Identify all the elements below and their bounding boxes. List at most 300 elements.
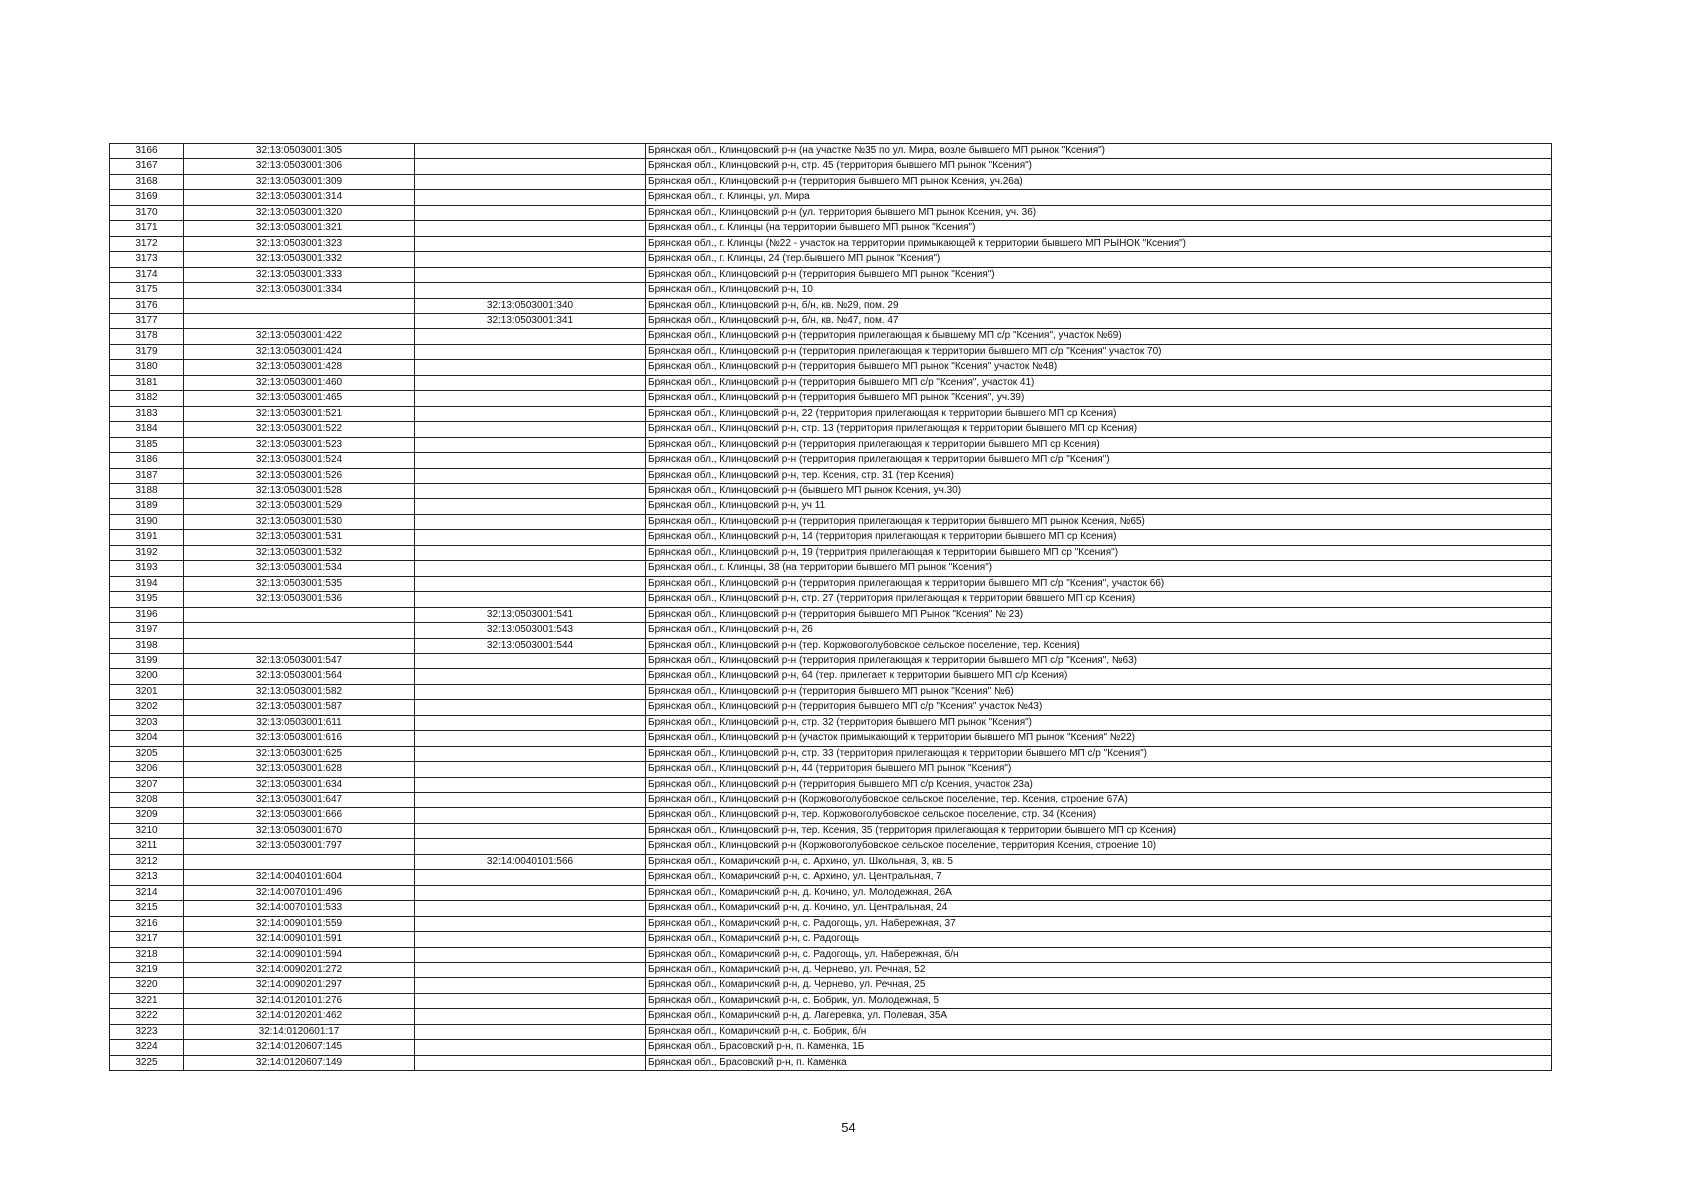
table-row (110, 839, 1552, 854)
cadastral-number-cell: 32:13:0503001:305 (184, 144, 415, 159)
row-number-cell: 3167 (110, 159, 184, 174)
address-cell: Брянская обл., Комаричский р-н, с. Архино, ул. Центральная, 7 (646, 870, 1552, 885)
address-cell: Брянская обл., Комаричский р-н, с. Бобрик, б/н (646, 1024, 1552, 1039)
cadastral-number-alt-cell (415, 514, 646, 529)
address-cell: Брянская обл., Клинцовский р-н, стр. 45 (территория бывшего МП рынок "Ксения") (646, 159, 1552, 174)
address-cell: Брянская обл., Клинцовский р-н, б/н, кв. №29, пом. 29 (646, 298, 1552, 313)
table-row (110, 700, 1552, 715)
cadastral-number-cell: 32:13:0503001:332 (184, 252, 415, 267)
row-number-cell: 3224 (110, 1040, 184, 1055)
cadastral-number-cell: 32:14:0090101:591 (184, 932, 415, 947)
table-row (110, 483, 1552, 498)
cadastral-number-cell: 32:13:0503001:628 (184, 762, 415, 777)
address-cell: Брянская обл., Клинцовский р-н, б/н, кв. №47, пом. 47 (646, 313, 1552, 328)
cadastral-number-cell: 32:14:0120607:149 (184, 1055, 415, 1070)
table-row (110, 901, 1552, 916)
address-cell: Брянская обл., Клинцовский р-н (территория бывшего МП Рынок "Ксения" № 23) (646, 607, 1552, 622)
row-number-cell: 3177 (110, 313, 184, 328)
address-cell: Брянская обл., Клинцовский р-н, стр. 32 (территория бывшего МП рынок "Ксения") (646, 715, 1552, 730)
row-number-cell: 3210 (110, 823, 184, 838)
cadastral-number-alt-cell (415, 684, 646, 699)
address-cell: Брянская обл., Клинцовский р-н (территория прилегающая к территории бывшего МП с/р "Ксения" участок 70) (646, 344, 1552, 359)
row-number-cell: 3185 (110, 437, 184, 452)
row-number-cell: 3184 (110, 422, 184, 437)
row-number-cell: 3218 (110, 947, 184, 962)
table-row (110, 823, 1552, 838)
cadastral-number-cell: 32:14:0090101:594 (184, 947, 415, 962)
table-row (110, 916, 1552, 931)
cadastral-number-alt-cell (415, 283, 646, 298)
address-cell: Брянская обл., Клинцовский р-н (территория бывшего МП с/р Ксения, участок 23а) (646, 777, 1552, 792)
address-cell: Брянская обл., Комаричский р-н, с. Радогощь (646, 932, 1552, 947)
table-row (110, 854, 1552, 869)
cadastral-number-alt-cell (415, 700, 646, 715)
address-cell: Брянская обл., Клинцовский р-н, стр. 33 (территория прилегающая к территории бывшего МП с/р "Ксения") (646, 746, 1552, 761)
cadastral-number-alt-cell (415, 1009, 646, 1024)
cadastral-number-alt-cell (415, 870, 646, 885)
address-cell: Брянская обл., Клинцовский р-н (участок примыкающий к территории бывшего МП рынок "Ксения" №22) (646, 731, 1552, 746)
table-row (110, 1040, 1552, 1055)
cadastral-number-cell: 32:13:0503001:564 (184, 669, 415, 684)
row-number-cell: 3221 (110, 993, 184, 1008)
table-row (110, 684, 1552, 699)
table-row (110, 360, 1552, 375)
cadastral-number-alt-cell (415, 885, 646, 900)
page-number: 54 (841, 1120, 856, 1135)
table-row (110, 623, 1552, 638)
cadastral-number-alt-cell (415, 808, 646, 823)
cadastral-number-cell: 32:13:0503001:611 (184, 715, 415, 730)
address-cell: Брянская обл., Клинцовский р-н (территория бывшего МП с/р "Ксения" участок №43) (646, 700, 1552, 715)
cadastral-number-cell: 32:13:0503001:424 (184, 344, 415, 359)
row-number-cell: 3182 (110, 391, 184, 406)
address-cell: Брянская обл., Брасовский р-н, п. Каменка, 1Б (646, 1040, 1552, 1055)
table-row (110, 329, 1552, 344)
cadastral-number-alt-cell (415, 653, 646, 668)
cadastral-number-alt-cell (415, 483, 646, 498)
cadastral-number-alt-cell (415, 144, 646, 159)
cadastral-number-cell: 32:13:0503001:306 (184, 159, 415, 174)
registry-table-body (110, 144, 1552, 1071)
row-number-cell: 3200 (110, 669, 184, 684)
cadastral-number-alt-cell (415, 793, 646, 808)
table-row (110, 932, 1552, 947)
cadastral-number-alt-cell (415, 530, 646, 545)
address-cell: Брянская обл., Клинцовский р-н (Коржовоголубовское сельское поселение, территория Ксения, строение 10) (646, 839, 1552, 854)
cadastral-number-alt-cell (415, 221, 646, 236)
row-number-cell: 3172 (110, 236, 184, 251)
cadastral-number-cell: 32:14:0090201:297 (184, 978, 415, 993)
address-cell: Брянская обл., г. Клинцы, 38 (на территории бывшего МП рынок "Ксения") (646, 561, 1552, 576)
address-cell: Брянская обл., Комаричский р-н, д. Чернево, ул. Речная, 25 (646, 978, 1552, 993)
cadastral-number-cell: 32:13:0503001:465 (184, 391, 415, 406)
row-number-cell: 3216 (110, 916, 184, 931)
cadastral-number-alt-cell (415, 947, 646, 962)
cadastral-number-cell: 32:13:0503001:309 (184, 174, 415, 189)
row-number-cell: 3199 (110, 653, 184, 668)
address-cell: Брянская обл., Комаричский р-н, д. Чернево, ул. Речная, 52 (646, 963, 1552, 978)
cadastral-number-cell: 32:13:0503001:647 (184, 793, 415, 808)
address-cell: Брянская обл., Клинцовский р-н, 10 (646, 283, 1552, 298)
table-row (110, 298, 1552, 313)
cadastral-number-alt-cell (415, 777, 646, 792)
address-cell: Брянская обл., Клинцовский р-н, тер. Коржовоголубовское сельское поселение, стр. 34 (Ксения) (646, 808, 1552, 823)
table-row (110, 607, 1552, 622)
address-cell: Брянская обл., Клинцовский р-н (территория бывшего МП с/р "Ксения", участок 41) (646, 375, 1552, 390)
row-number-cell: 3197 (110, 623, 184, 638)
address-cell: Брянская обл., Клинцовский р-н (территория бывшего МП рынок "Ксения") (646, 267, 1552, 282)
row-number-cell: 3189 (110, 499, 184, 514)
row-number-cell: 3175 (110, 283, 184, 298)
cadastral-number-cell (184, 298, 415, 313)
table-row (110, 283, 1552, 298)
row-number-cell: 3204 (110, 731, 184, 746)
cadastral-number-cell: 32:13:0503001:428 (184, 360, 415, 375)
table-row (110, 545, 1552, 560)
row-number-cell: 3215 (110, 901, 184, 916)
table-row (110, 267, 1552, 282)
cadastral-number-cell: 32:13:0503001:587 (184, 700, 415, 715)
cadastral-number-cell: 32:14:0070101:533 (184, 901, 415, 916)
cadastral-number-cell: 32:14:0120201:462 (184, 1009, 415, 1024)
row-number-cell: 3166 (110, 144, 184, 159)
table-row (110, 592, 1552, 607)
address-cell: Брянская обл., Клинцовский р-н (территория бывшего МП рынок Ксения, уч.26а) (646, 174, 1552, 189)
table-row (110, 653, 1552, 668)
address-cell: Брянская обл., Клинцовский р-н (бывшего МП рынок Ксения, уч.30) (646, 483, 1552, 498)
table-row (110, 1024, 1552, 1039)
table-row (110, 731, 1552, 746)
address-cell: Брянская обл., Клинцовский р-н (территория прилегающая к территории бывшего МП рынок Ксения, №65) (646, 514, 1552, 529)
table-row (110, 963, 1552, 978)
cadastral-number-alt-cell: 32:13:0503001:544 (415, 638, 646, 653)
address-cell: Брянская обл., Клинцовский р-н, тер. Ксения, 35 (территория прилегающая к территории бывшего МП ср Ксения) (646, 823, 1552, 838)
row-number-cell: 3186 (110, 453, 184, 468)
cadastral-number-cell (184, 638, 415, 653)
address-cell: Брянская обл., Клинцовский р-н (территория прилегающая к территории бывшего МП с/р "Ксения") (646, 453, 1552, 468)
cadastral-number-cell: 32:13:0503001:616 (184, 731, 415, 746)
cadastral-number-alt-cell (415, 932, 646, 947)
cadastral-number-alt-cell (415, 1055, 646, 1070)
cadastral-number-cell: 32:13:0503001:582 (184, 684, 415, 699)
table-row (110, 669, 1552, 684)
row-number-cell: 3180 (110, 360, 184, 375)
address-cell: Брянская обл., Комаричский р-н, д. Кочино, ул. Центральная, 24 (646, 901, 1552, 916)
cadastral-number-cell: 32:13:0503001:625 (184, 746, 415, 761)
cadastral-number-cell: 32:13:0503001:797 (184, 839, 415, 854)
table-row (110, 221, 1552, 236)
address-cell: Брянская обл., г. Клинцы, ул. Мира (646, 190, 1552, 205)
cadastral-number-alt-cell (415, 252, 646, 267)
address-cell: Брянская обл., Клинцовский р-н, уч 11 (646, 499, 1552, 514)
cadastral-number-alt-cell: 32:13:0503001:543 (415, 623, 646, 638)
table-row (110, 236, 1552, 251)
row-number-cell: 3214 (110, 885, 184, 900)
cadastral-number-alt-cell (415, 746, 646, 761)
row-number-cell: 3195 (110, 592, 184, 607)
cadastral-number-cell (184, 623, 415, 638)
table-row (110, 762, 1552, 777)
row-number-cell: 3219 (110, 963, 184, 978)
row-number-cell: 3201 (110, 684, 184, 699)
cadastral-number-cell: 32:14:0090101:559 (184, 916, 415, 931)
cadastral-number-alt-cell (415, 329, 646, 344)
cadastral-number-cell: 32:13:0503001:535 (184, 576, 415, 591)
cadastral-number-alt-cell (415, 839, 646, 854)
row-number-cell: 3174 (110, 267, 184, 282)
table-row (110, 993, 1552, 1008)
row-number-cell: 3192 (110, 545, 184, 560)
row-number-cell: 3213 (110, 870, 184, 885)
cadastral-number-cell: 32:13:0503001:523 (184, 437, 415, 452)
address-cell: Брянская обл., Клинцовский р-н, 19 (территрия прилегающая к территории бывшего МП ср "Ксения") (646, 545, 1552, 560)
cadastral-number-alt-cell (415, 901, 646, 916)
table-row (110, 561, 1552, 576)
cadastral-number-cell: 32:13:0503001:634 (184, 777, 415, 792)
table-row (110, 885, 1552, 900)
cadastral-number-cell: 32:13:0503001:536 (184, 592, 415, 607)
table-row (110, 190, 1552, 205)
cadastral-number-cell: 32:13:0503001:323 (184, 236, 415, 251)
row-number-cell: 3187 (110, 468, 184, 483)
cadastral-number-alt-cell: 32:13:0503001:341 (415, 313, 646, 328)
address-cell: Брянская обл., Комаричский р-н, д. Лагеревка, ул. Полевая, 35А (646, 1009, 1552, 1024)
address-cell: Брянская обл., Клинцовский р-н (территория прилегающая к территории бывшего МП с/р "Ксения", участок 66) (646, 576, 1552, 591)
address-cell: Брянская обл., Клинцовский р-н (на участке №35 по ул. Мира, возле бывшего МП рынок "Ксения") (646, 144, 1552, 159)
address-cell: Брянская обл., г. Клинцы (на территории бывшего МП рынок "Ксения") (646, 221, 1552, 236)
cadastral-number-alt-cell (415, 993, 646, 1008)
cadastral-number-alt-cell (415, 978, 646, 993)
row-number-cell: 3205 (110, 746, 184, 761)
row-number-cell: 3222 (110, 1009, 184, 1024)
table-row (110, 870, 1552, 885)
row-number-cell: 3190 (110, 514, 184, 529)
row-number-cell: 3176 (110, 298, 184, 313)
registry-table (109, 143, 1552, 1071)
row-number-cell: 3191 (110, 530, 184, 545)
address-cell: Брянская обл., Комаричский р-н, д. Кочино, ул. Молодежная, 26А (646, 885, 1552, 900)
address-cell: Брянская обл., Клинцовский р-н, стр. 27 (территория прилегающая к территории бввшего МП ср Ксения) (646, 592, 1552, 607)
table-row (110, 252, 1552, 267)
cadastral-number-alt-cell (415, 391, 646, 406)
cadastral-number-alt-cell (415, 963, 646, 978)
table-row (110, 514, 1552, 529)
cadastral-number-cell: 32:13:0503001:530 (184, 514, 415, 529)
row-number-cell: 3181 (110, 375, 184, 390)
table-row (110, 746, 1552, 761)
cadastral-number-cell: 32:13:0503001:534 (184, 561, 415, 576)
address-cell: Брянская обл., г. Клинцы, 24 (тер.бывшего МП рынок "Ксения") (646, 252, 1552, 267)
cadastral-number-alt-cell (415, 468, 646, 483)
cadastral-number-cell: 32:13:0503001:666 (184, 808, 415, 823)
row-number-cell: 3208 (110, 793, 184, 808)
cadastral-number-cell: 32:13:0503001:333 (184, 267, 415, 282)
address-cell: Брянская обл., Клинцовский р-н (территория бывшего МП рынок "Ксения" №6) (646, 684, 1552, 699)
table-row (110, 468, 1552, 483)
table-row (110, 530, 1552, 545)
cadastral-number-cell: 32:13:0503001:531 (184, 530, 415, 545)
cadastral-number-alt-cell (415, 545, 646, 560)
row-number-cell: 3188 (110, 483, 184, 498)
table-row (110, 499, 1552, 514)
address-cell: Брянская обл., Комаричский р-н, с. Радогощь, ул. Набережная, 37 (646, 916, 1552, 931)
table-row (110, 437, 1552, 452)
cadastral-number-cell: 32:13:0503001:547 (184, 653, 415, 668)
row-number-cell: 3169 (110, 190, 184, 205)
cadastral-number-cell: 32:14:0070101:496 (184, 885, 415, 900)
cadastral-number-alt-cell (415, 190, 646, 205)
address-cell: Брянская обл., Клинцовский р-н (ул. территория бывшего МП рынок Ксения, уч. 36) (646, 205, 1552, 220)
row-number-cell: 3193 (110, 561, 184, 576)
cadastral-number-alt-cell (415, 715, 646, 730)
cadastral-number-alt-cell (415, 406, 646, 421)
cadastral-number-cell: 32:14:0090201:272 (184, 963, 415, 978)
address-cell: Брянская обл., Комаричский р-н, с. Радогощь, ул. Набережная, б/н (646, 947, 1552, 962)
row-number-cell: 3220 (110, 978, 184, 993)
address-cell: Брянская обл., Клинцовский р-н (Коржовоголубовское сельское поселение, тер. Ксения, строение 67А) (646, 793, 1552, 808)
cadastral-number-alt-cell (415, 422, 646, 437)
address-cell: Брянская обл., Клинцовский р-н, 64 (тер. прилегает к территории бывшего МП с/р Ксения) (646, 669, 1552, 684)
cadastral-number-cell: 32:13:0503001:522 (184, 422, 415, 437)
address-cell: Брянская обл., Клинцовский р-н, стр. 13 (территория прилегающая к территории бывшего МП ср Ксения) (646, 422, 1552, 437)
cadastral-number-cell: 32:13:0503001:532 (184, 545, 415, 560)
cadastral-number-cell: 32:13:0503001:422 (184, 329, 415, 344)
cadastral-number-cell: 32:13:0503001:529 (184, 499, 415, 514)
cadastral-number-cell: 32:14:0120601:17 (184, 1024, 415, 1039)
cadastral-number-alt-cell (415, 236, 646, 251)
table-row (110, 453, 1552, 468)
row-number-cell: 3223 (110, 1024, 184, 1039)
cadastral-number-alt-cell: 32:14:0040101:566 (415, 854, 646, 869)
cadastral-number-alt-cell (415, 1024, 646, 1039)
address-cell: Брянская обл., Клинцовский р-н, 22 (территория прилегающая к территории бывшего МП ср Ксения) (646, 406, 1552, 421)
address-cell: Брянская обл., Клинцовский р-н, 44 (территория бывшего МП рынок "Ксения") (646, 762, 1552, 777)
row-number-cell: 3171 (110, 221, 184, 236)
table-row (110, 313, 1552, 328)
table-row (110, 1009, 1552, 1024)
cadastral-number-cell (184, 854, 415, 869)
cadastral-number-alt-cell (415, 762, 646, 777)
row-number-cell: 3179 (110, 344, 184, 359)
cadastral-number-cell: 32:13:0503001:320 (184, 205, 415, 220)
address-cell: Брянская обл., Комаричский р-н, с. Архино, ул. Школьная, 3, кв. 5 (646, 854, 1552, 869)
cadastral-number-alt-cell (415, 669, 646, 684)
table-row (110, 159, 1552, 174)
cadastral-number-alt-cell (415, 437, 646, 452)
table-row (110, 715, 1552, 730)
cadastral-number-alt-cell (415, 592, 646, 607)
row-number-cell: 3173 (110, 252, 184, 267)
cadastral-number-alt-cell (415, 360, 646, 375)
table-row (110, 205, 1552, 220)
table-row (110, 638, 1552, 653)
cadastral-number-alt-cell (415, 453, 646, 468)
cadastral-number-alt-cell (415, 344, 646, 359)
row-number-cell: 3168 (110, 174, 184, 189)
cadastral-number-alt-cell (415, 916, 646, 931)
row-number-cell: 3209 (110, 808, 184, 823)
cadastral-number-alt-cell (415, 267, 646, 282)
cadastral-number-cell: 32:14:0120101:276 (184, 993, 415, 1008)
table-row (110, 144, 1552, 159)
cadastral-number-cell: 32:13:0503001:321 (184, 221, 415, 236)
row-number-cell: 3212 (110, 854, 184, 869)
row-number-cell: 3194 (110, 576, 184, 591)
row-number-cell: 3178 (110, 329, 184, 344)
cadastral-number-cell: 32:13:0503001:334 (184, 283, 415, 298)
row-number-cell: 3207 (110, 777, 184, 792)
cadastral-number-alt-cell (415, 174, 646, 189)
cadastral-number-alt-cell (415, 731, 646, 746)
cadastral-number-alt-cell: 32:13:0503001:541 (415, 607, 646, 622)
address-cell: Брянская обл., Клинцовский р-н (тер. Коржовоголубовское сельское поселение, тер. Ксения) (646, 638, 1552, 653)
row-number-cell: 3198 (110, 638, 184, 653)
table-row (110, 808, 1552, 823)
table-row (110, 422, 1552, 437)
address-cell: Брянская обл., Клинцовский р-н, 14 (территория прилегающая к территории бывшего МП ср Ксения) (646, 530, 1552, 545)
cadastral-number-cell: 32:14:0040101:604 (184, 870, 415, 885)
table-row (110, 947, 1552, 962)
table-row (110, 793, 1552, 808)
row-number-cell: 3183 (110, 406, 184, 421)
cadastral-number-cell: 32:13:0503001:521 (184, 406, 415, 421)
cadastral-number-cell: 32:13:0503001:524 (184, 453, 415, 468)
table-row (110, 375, 1552, 390)
row-number-cell: 3203 (110, 715, 184, 730)
cadastral-number-alt-cell (415, 499, 646, 514)
cadastral-number-cell: 32:13:0503001:670 (184, 823, 415, 838)
row-number-cell: 3206 (110, 762, 184, 777)
cadastral-number-cell (184, 607, 415, 622)
cadastral-number-alt-cell (415, 561, 646, 576)
address-cell: Брянская обл., г. Клинцы (№22 - участок на территории примыкающей к территории бывшего МП РЫНОК "Ксения") (646, 236, 1552, 251)
row-number-cell: 3211 (110, 839, 184, 854)
cadastral-number-alt-cell (415, 205, 646, 220)
address-cell: Брянская обл., Клинцовский р-н, 26 (646, 623, 1552, 638)
row-number-cell: 3217 (110, 932, 184, 947)
cadastral-number-alt-cell (415, 576, 646, 591)
table-row (110, 1055, 1552, 1070)
address-cell: Брянская обл., Комаричский р-н, с. Бобрик, ул. Молодежная, 5 (646, 993, 1552, 1008)
table-row (110, 174, 1552, 189)
cadastral-number-cell (184, 313, 415, 328)
address-cell: Брянская обл., Клинцовский р-н (территория прилегающая к территории бывшего МП ср Ксения) (646, 437, 1552, 452)
address-cell: Брянская обл., Клинцовский р-н (территория бывшего МП рынок "Ксения" участок №48) (646, 360, 1552, 375)
table-row (110, 576, 1552, 591)
cadastral-number-alt-cell (415, 823, 646, 838)
address-cell: Брянская обл., Брасовский р-н, п. Каменка (646, 1055, 1552, 1070)
cadastral-number-cell: 32:13:0503001:314 (184, 190, 415, 205)
address-cell: Брянская обл., Клинцовский р-н (территория прилегающая к территории бывшего МП с/р "Ксения", №63) (646, 653, 1552, 668)
cadastral-number-alt-cell (415, 1040, 646, 1055)
row-number-cell: 3170 (110, 205, 184, 220)
row-number-cell: 3225 (110, 1055, 184, 1070)
cadastral-number-cell: 32:13:0503001:460 (184, 375, 415, 390)
table-row (110, 777, 1552, 792)
cadastral-number-cell: 32:13:0503001:526 (184, 468, 415, 483)
cadastral-number-alt-cell (415, 159, 646, 174)
cadastral-number-alt-cell (415, 375, 646, 390)
cadastral-number-cell: 32:14:0120607:145 (184, 1040, 415, 1055)
row-number-cell: 3202 (110, 700, 184, 715)
address-cell: Брянская обл., Клинцовский р-н (территория прилегающая к бывшему МП с/р "Ксения", участок №69) (646, 329, 1552, 344)
cadastral-number-alt-cell: 32:13:0503001:340 (415, 298, 646, 313)
table-row (110, 978, 1552, 993)
address-cell: Брянская обл., Клинцовский р-н (территория бывшего МП рынок "Ксения", уч.39) (646, 391, 1552, 406)
row-number-cell: 3196 (110, 607, 184, 622)
table-row (110, 406, 1552, 421)
address-cell: Брянская обл., Клинцовский р-н, тер. Ксения, стр. 31 (тер Ксения) (646, 468, 1552, 483)
